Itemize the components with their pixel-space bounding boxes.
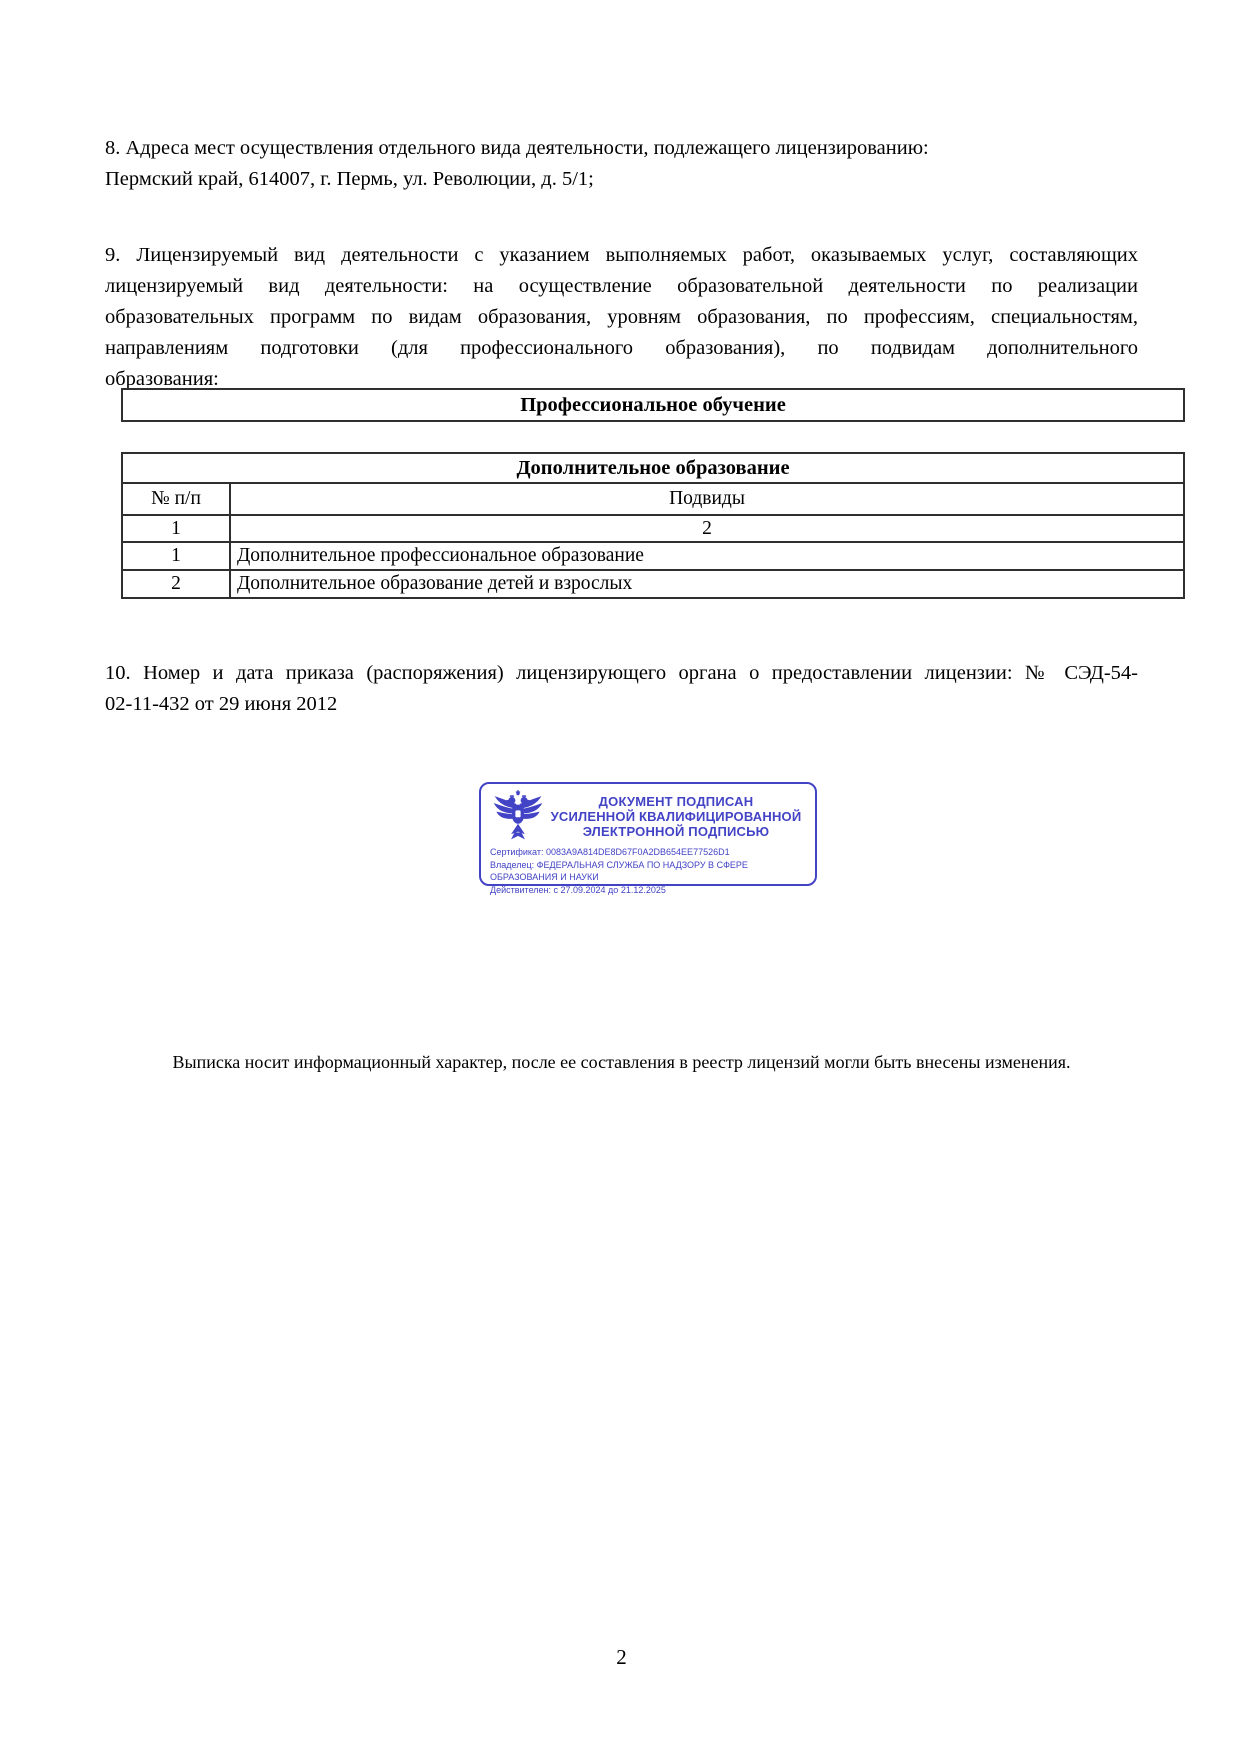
column-number-num: 1 — [122, 515, 230, 542]
stamp-details — [490, 846, 806, 896]
stamp-certificate: Сертификат: 0083A9A814DE8D67F0A2DB654EE77526D1 — [490, 847, 730, 857]
page-number: 2 — [616, 1645, 627, 1669]
column-header-subtypes: Подвиды — [230, 483, 1184, 515]
electronic-signature-stamp — [479, 782, 817, 895]
table-row — [122, 453, 1184, 483]
double-headed-eagle-emblem-icon — [490, 789, 546, 843]
stamp-title-line-3: ЭЛЕКТРОННОЙ ПОДПИСЬЮ — [582, 823, 770, 839]
table-row — [122, 515, 1184, 542]
row-2-num: 2 — [122, 570, 230, 598]
table-row — [122, 483, 1184, 515]
stamp-title-line-2: УСИЛЕННОЙ КВАЛИФИЦИРОВАННОЙ — [550, 808, 802, 824]
paragraph-9-line-1: 9. Лицензируемый вид деятельности с указанием выполняемых работ, оказываемых услуг, составляющих — [105, 244, 1138, 266]
stamp-validity: Действителен: с 27.09.2024 до 21.12.2025 — [490, 884, 666, 895]
professional-training-title: Профессиональное обучение — [122, 389, 1184, 421]
footnote-disclaimer: Выписка носит информационный характер, после ее составления в реестр лицензий могли быть внесены изменения. — [172, 1052, 1071, 1072]
paragraph-9-line-3: образовательных программ по видам образования, уровням образования, по профессиям, специальностям, — [105, 306, 1138, 328]
column-number-subtypes: 2 — [230, 515, 1184, 542]
additional-education-table — [121, 452, 1185, 599]
professional-training-table — [121, 388, 1185, 422]
table-row — [122, 389, 1184, 421]
paragraph-8-addresses — [105, 133, 1138, 195]
stamp-title — [546, 794, 806, 839]
paragraph-9-line-5: образования: — [105, 368, 219, 390]
table-row — [122, 542, 1184, 570]
paragraph-9-line-4: направлениям подготовки (для профессионального образования), по подвидам дополнительного — [105, 337, 1138, 359]
paragraph-9-line-2: лицензируемый вид деятельности: на осуществление образовательной деятельности по реализации — [105, 275, 1138, 297]
row-1-subtype: Дополнительное профессиональное образование — [230, 542, 1184, 570]
stamp-header — [490, 789, 806, 843]
stamp-title-line-1: ДОКУМЕНТ ПОДПИСАН — [598, 793, 754, 809]
paragraph-10-line-1: 10. Номер и дата приказа (распоряжения) лицензирующего органа о предоставлении лицензии: № СЭД-54- — [105, 662, 1138, 684]
paragraph-8-line-1: 8. Адреса мест осуществления отдельного вида деятельности, подлежащего лицензированию: — [105, 137, 929, 159]
paragraph-8-line-2: Пермский край, 614007, г. Пермь, ул. Революции, д. 5/1; — [105, 168, 594, 190]
paragraph-9-licensed-activity — [105, 240, 1138, 395]
table-row — [122, 570, 1184, 598]
row-2-subtype: Дополнительное образование детей и взрослых — [230, 570, 1184, 598]
additional-education-title: Дополнительное образование — [122, 453, 1184, 483]
paragraph-10-line-2: 02-11-432 от 29 июня 2012 — [105, 693, 338, 715]
stamp-owner: Владелец: ФЕДЕРАЛЬНАЯ СЛУЖБА ПО НАДЗОРУ В СФЕРЕ ОБРАЗОВАНИЯ И НАУКИ — [490, 859, 748, 882]
row-1-num: 1 — [122, 542, 230, 570]
paragraph-10-order-info — [105, 658, 1138, 720]
column-header-num: № п/п — [122, 483, 230, 515]
